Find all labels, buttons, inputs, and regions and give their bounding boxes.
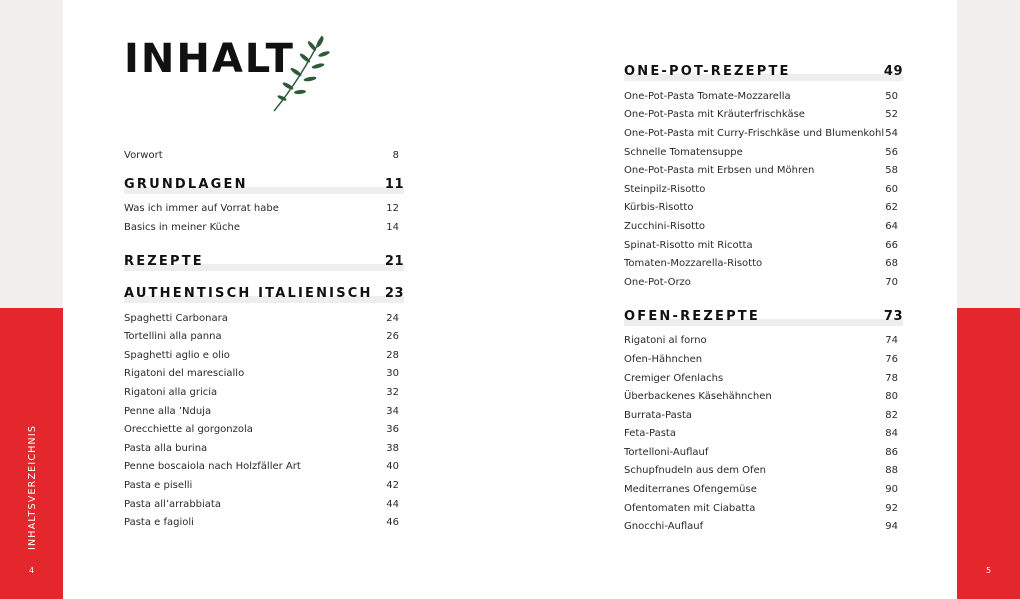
toc-entry-vorwort[interactable] [124,146,404,165]
toc-entry[interactable] [124,383,404,402]
toc-entry-label: Rigatoni del maresciallo [124,368,245,380]
herb-sprig-icon [268,32,332,114]
toc-entry[interactable] [624,462,903,481]
toc-entry[interactable] [624,332,903,351]
toc-entry[interactable] [624,387,903,406]
toc-entry-label: Schupfnudeln aus dem Ofen [624,465,767,477]
toc-entry-label: Pasta alla burina [124,442,208,454]
toc-entry[interactable] [624,124,903,143]
toc-entry[interactable] [124,365,404,384]
toc-entry-page: 64 [885,220,898,232]
toc-entry-page: 42 [386,479,399,491]
toc-entry-page: 78 [885,372,898,384]
section-page: 49 [883,64,903,79]
toc-left-column [124,146,404,532]
toc-entry-label: One-Pot-Pasta mit Kräuterfrischkäse [624,109,805,121]
toc-entry[interactable] [624,425,903,444]
toc-entry[interactable] [624,87,903,106]
toc-entry[interactable] [624,180,903,199]
toc-entry[interactable] [624,369,903,388]
toc-entry[interactable] [124,513,404,532]
toc-entry[interactable] [624,217,903,236]
toc-entry[interactable] [124,402,404,421]
toc-entry-label: Ofentomaten mit Ciabatta [624,502,756,514]
toc-entry-page: 66 [885,239,898,251]
toc-entry[interactable] [124,200,404,219]
toc-entry-page: 38 [386,442,399,454]
toc-entry-label: Pasta e fagioli [124,517,194,529]
toc-entry-page: 44 [386,498,399,510]
toc-entry-label: Feta-Pasta [624,428,676,440]
toc-entry-label: Spaghetti Carbonara [124,312,228,324]
toc-entry-page: 82 [885,409,898,421]
toc-entry-page: 26 [386,331,399,343]
toc-entry-page: 90 [885,484,898,496]
section-heading-italienisch[interactable] [124,286,404,303]
side-section-label: INHALTSVERZEICHNIS [27,424,38,550]
toc-entry-label: Pasta all’arrabbiata [124,498,221,510]
toc-entry-label: One-Pot-Pasta Tomate-Mozzarella [624,90,791,102]
toc-entry-page: 24 [386,312,399,324]
toc-entry[interactable] [624,480,903,499]
page-title: INHALT [124,36,295,82]
toc-entry-label: Cremiger Ofenlachs [624,372,724,384]
toc-entry-page: 12 [386,203,399,215]
toc-entry-page: 32 [386,386,399,398]
toc-entry[interactable] [624,406,903,425]
toc-entry-label: Überbackenes Käsehähnchen [624,391,772,403]
toc-entry-label: Schnelle Tomatensuppe [624,146,743,158]
toc-entry-page: 88 [885,465,898,477]
page-number-left: 4 [29,566,35,575]
section-heading-ofen[interactable] [624,309,903,326]
toc-entry-label: Gnocchi-Auflauf [624,521,704,533]
toc-entry-label: Zucchini-Risotto [624,220,706,232]
toc-entry[interactable] [624,143,903,162]
toc-entry-label: Spaghetti aglio e olio [124,349,230,361]
toc-entry-page: 50 [885,90,898,102]
toc-entry[interactable] [624,499,903,518]
toc-entry-label: Basics in meiner Küche [124,221,240,233]
section-page: 21 [384,253,404,269]
toc-entry-page: 8 [392,149,399,161]
toc-entry-label: Penne alla ’Nduja [124,405,212,417]
toc-entry-page: 62 [885,202,898,214]
toc-entry-label: Spinat-Risotto mit Ricotta [624,239,753,251]
toc-entry-page: 58 [885,165,898,177]
toc-entry-page: 74 [885,335,898,347]
toc-entry-page: 28 [386,349,399,361]
section-heading-grundlagen[interactable] [124,177,404,194]
toc-entry[interactable] [124,309,404,328]
toc-entry[interactable] [624,106,903,125]
toc-entry-label: One-Pot-Orzo [624,276,691,288]
left-margin-top [0,0,63,308]
toc-entry-page: 56 [885,146,898,158]
section-label: OFEN-REZEPTE [624,308,760,324]
toc-entry[interactable] [124,458,404,477]
section-label: GRUNDLAGEN [124,176,248,192]
toc-entry-label: Orecchiette al gorgonzola [124,424,253,436]
toc-entry[interactable] [124,476,404,495]
toc-entry-label: Steinpilz-Risotto [624,183,706,195]
toc-entry-label: Tomaten-Mozzarella-Risotto [624,258,763,270]
right-red-band [957,308,1020,599]
section-label: AUTHENTISCH ITALIENISCH [124,285,373,301]
toc-entry-label: Pasta e piselli [124,479,193,491]
toc-entry[interactable] [624,254,903,273]
toc-entry-page: 86 [885,446,898,458]
toc-entry-label: Tortellini alla panna [124,331,222,343]
toc-entry[interactable] [124,346,404,365]
toc-entry[interactable] [624,517,903,536]
toc-entry-page: 80 [885,391,898,403]
toc-entry-label: Mediterranes Ofengemüse [624,484,757,496]
toc-entry-page: 40 [386,461,399,473]
toc-entry[interactable] [124,495,404,514]
toc-entry-label: Was ich immer auf Vorrat habe [124,203,279,215]
toc-entry-label: Kürbis-Risotto [624,202,694,214]
toc-entry-label: Burrata-Pasta [624,409,692,421]
toc-entry[interactable] [624,236,903,255]
toc-entry-page: 70 [885,276,898,288]
toc-entry-page: 92 [885,502,898,514]
toc-entry-label: One-Pot-Pasta mit Curry-Frischkäse und Blumenkohl [624,127,885,139]
toc-entry[interactable] [124,439,404,458]
toc-entry-page: 60 [885,183,898,195]
toc-entry-label: Vorwort [124,149,163,161]
toc-entry[interactable] [124,218,404,237]
toc-entry-page: 34 [386,405,399,417]
right-margin-top [957,0,1020,308]
section-page: 23 [384,285,404,301]
toc-entry-label: Penne boscaiola nach Holzfäller Art [124,461,301,473]
toc-right-column [624,64,903,536]
toc-entry-label: Rigatoni al forno [624,335,707,347]
section-heading-rezepte[interactable] [124,254,404,271]
toc-entry[interactable] [624,443,903,462]
section-page: 73 [883,308,903,324]
toc-entry-page: 84 [885,428,898,440]
toc-entry-label: Rigatoni alla gricia [124,386,218,398]
toc-entry-page: 14 [386,221,399,233]
toc-entry-page: 46 [386,517,399,529]
section-heading-onepot[interactable] [624,64,903,81]
toc-entry-page: 54 [885,127,898,139]
toc-entry[interactable] [624,350,903,369]
toc-entry-label: One-Pot-Pasta mit Erbsen und Möhren [624,165,815,177]
toc-entry[interactable] [624,161,903,180]
section-page: 11 [384,176,404,192]
toc-entry[interactable] [124,327,404,346]
section-label: REZEPTE [124,253,204,269]
toc-entry-page: 76 [885,353,898,365]
toc-entry-label: Ofen-Hähnchen [624,353,703,365]
page-number-right: 5 [986,566,992,575]
toc-entry[interactable] [624,273,903,292]
toc-entry-page: 52 [885,109,898,121]
toc-entry-label: Tortelloni-Auflauf [624,446,709,458]
toc-entry-page: 68 [885,258,898,270]
toc-entry[interactable] [124,420,404,439]
toc-entry-page: 36 [386,424,399,436]
toc-entry-page: 94 [885,521,898,533]
section-label: ONE-POT-REZEPTE [624,64,791,79]
toc-entry[interactable] [624,199,903,218]
toc-entry-page: 30 [386,368,399,380]
